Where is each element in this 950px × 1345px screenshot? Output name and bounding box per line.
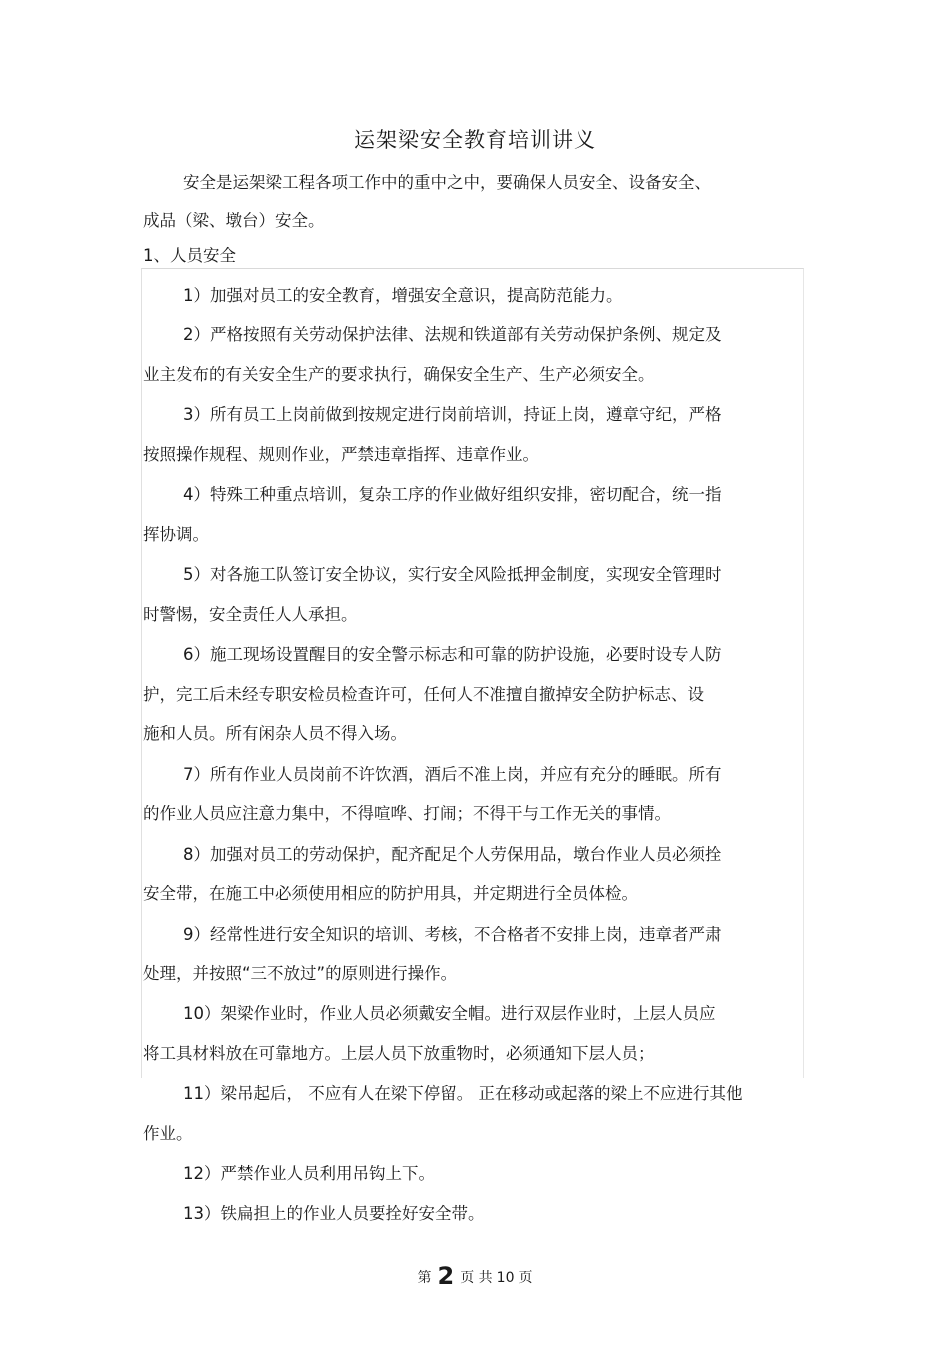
page-footer	[0, 1262, 950, 1290]
item-line: 施和人员。所有闲杂人员不得入场。	[143, 724, 407, 743]
item-line: 业主发布的有关安全生产的要求执行，确保安全生产、生产必须安全。	[143, 365, 655, 384]
item-line: 挥协调。	[143, 525, 209, 544]
item-line: 的作业人员应注意力集中，不得喧哗、打闹；不得干与工作无关的事情。	[143, 804, 671, 823]
item-line: 13）铁扁担上的作业人员要拴好安全带。	[183, 1204, 485, 1223]
item-line: 11）梁吊起后， 不应有人在梁下停留。 正在移动或起落的梁上不应进行其他	[183, 1084, 743, 1103]
section-heading: 1、人员安全	[143, 246, 236, 265]
item-line: 将工具材料放在可靠地方。上层人员下放重物时，必须通知下层人员；	[143, 1044, 655, 1063]
footer-prefix: 第	[417, 1270, 432, 1286]
item-line: 处理，并按照“三不放过”的原则进行操作。	[143, 964, 458, 983]
intro-line-1: 安全是运架梁工程各项工作中的重中之中，要确保人员安全、设备安全、	[183, 173, 711, 192]
item-line: 4）特殊工种重点培训，复杂工序的作业做好组织安排，密切配合，统一指	[183, 485, 722, 504]
item-line: 12）严禁作业人员利用吊钩上下。	[183, 1164, 435, 1183]
content-frame	[141, 268, 804, 1078]
item-line: 5）对各施工队签订安全协议，实行安全风险抵押金制度，实现安全管理时	[183, 565, 722, 584]
page-number: 2	[437, 1262, 455, 1290]
item-line: 9）经常性进行安全知识的培训、考核，不合格者不安排上岗，违章者严肃	[183, 925, 722, 944]
item-line: 时警惕，安全责任人人承担。	[143, 605, 358, 624]
item-line: 8）加强对员工的劳动保护，配齐配足个人劳保用品，墩台作业人员必须拴	[183, 845, 722, 864]
total-pages: 10	[496, 1270, 515, 1286]
item-line: 10）架梁作业时，作业人员必须戴安全帽。进行双层作业时，上层人员应	[183, 1004, 716, 1023]
item-line: 安全带，在施工中必须使用相应的防护用具，并定期进行全员体检。	[143, 884, 638, 903]
item-line: 1）加强对员工的安全教育，增强安全意识，提高防范能力。	[183, 286, 623, 305]
item-line: 作业。	[143, 1124, 193, 1143]
item-line: 2）严格按照有关劳动保护法律、法规和铁道部有关劳动保护条例、规定及	[183, 325, 722, 344]
footer-middle: 页 共	[460, 1270, 493, 1286]
intro-line-2: 成品（梁、墩台）安全。	[143, 211, 325, 230]
item-line: 护，完工后未经专职安检员检查许可，任何人不准擅自撤掉安全防护标志、设	[143, 685, 704, 704]
document-title: 运架梁安全教育培训讲义	[354, 128, 596, 152]
footer-suffix: 页	[518, 1270, 533, 1286]
item-line: 3）所有员工上岗前做到按规定进行岗前培训，持证上岗，遵章守纪，严格	[183, 405, 722, 424]
item-line: 6）施工现场设置醒目的安全警示标志和可靠的防护设施，必要时设专人防	[183, 645, 722, 664]
item-line: 按照操作规程、规则作业，严禁违章指挥、违章作业。	[143, 445, 539, 464]
item-line: 7）所有作业人员岗前不许饮酒，酒后不准上岗，并应有充分的睡眠。所有	[183, 765, 722, 784]
